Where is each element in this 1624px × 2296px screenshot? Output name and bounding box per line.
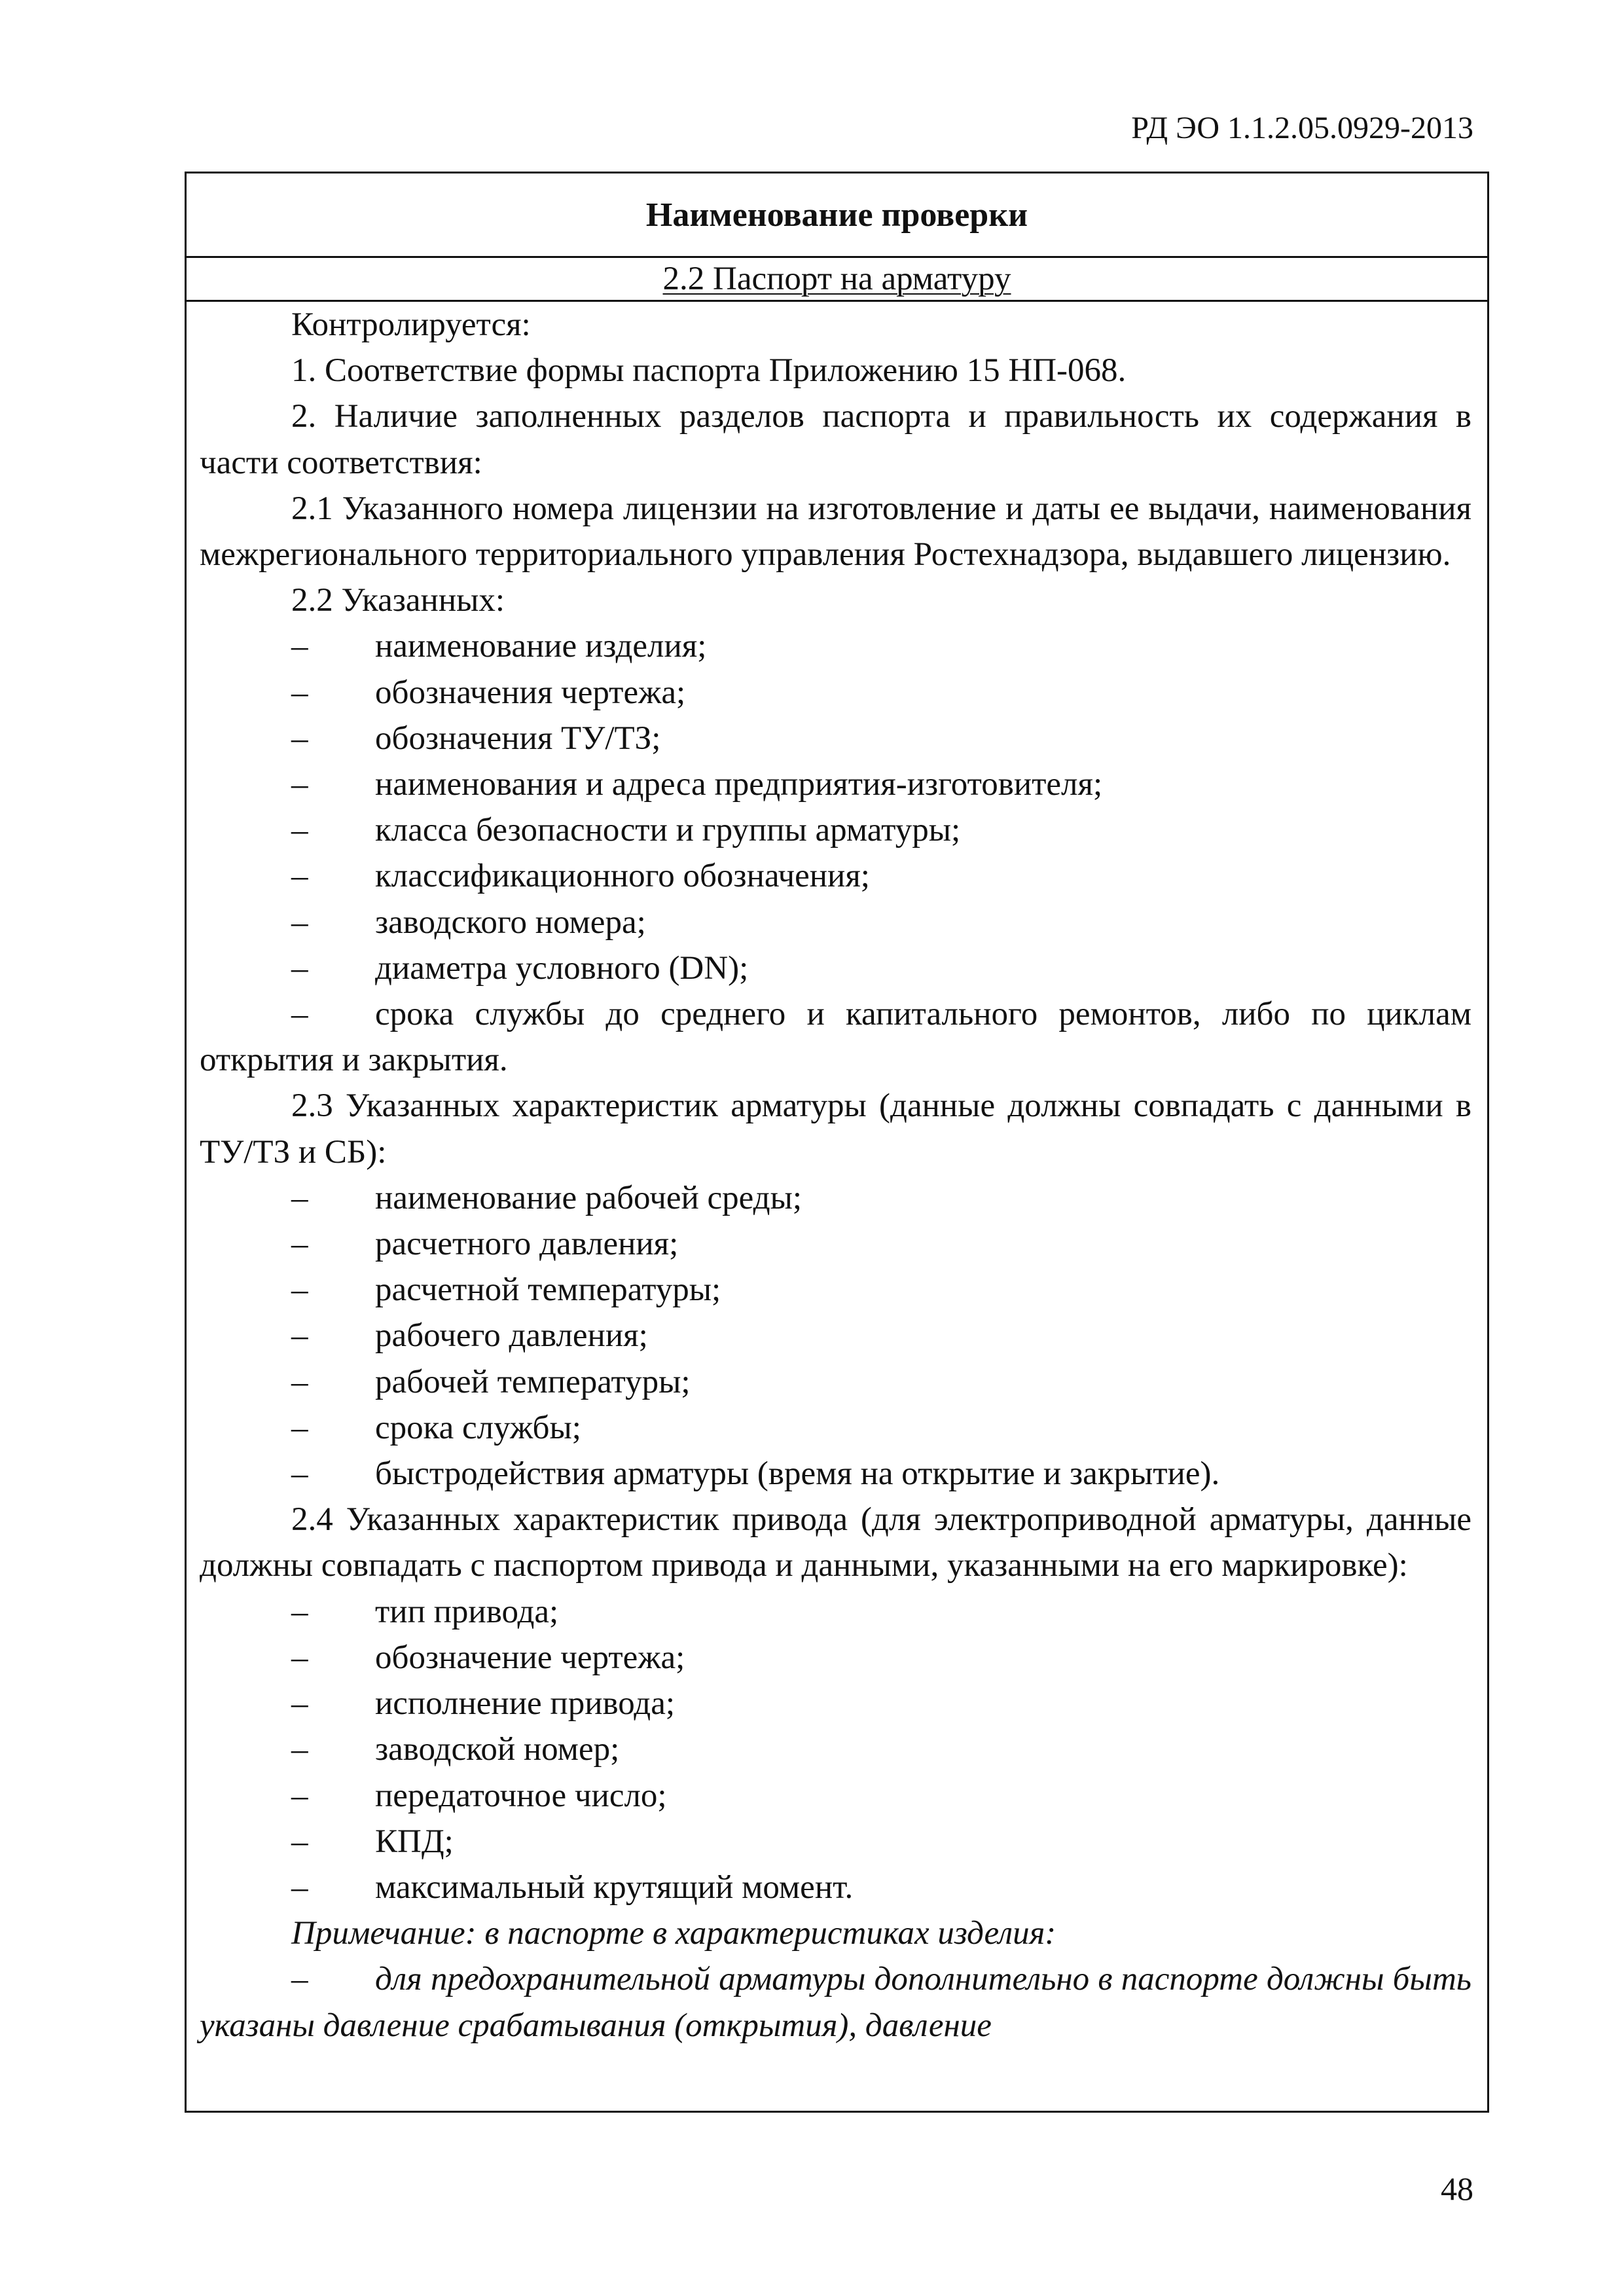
- section-title-text: 2.2 Паспорт на арматуру: [662, 261, 1011, 297]
- list-item: – передаточное число;: [200, 1773, 1471, 1819]
- list-item: – рабочей температуры;: [200, 1359, 1471, 1405]
- list-item: – обозначения ТУ/ТЗ;: [200, 716, 1471, 761]
- document-code: РД ЭО 1.1.2.05.0929-2013: [1131, 111, 1473, 145]
- list-item: – срока службы до среднего и капитального ремонтов, либо по циклам открытия и закрытия.: [200, 991, 1471, 1083]
- note-title: Примечание: в паспорте в характеристиках изделия:: [291, 1915, 1056, 1952]
- item-2-4: 2.4 Указанных характеристик привода (для электроприводной арматуры, данные должны совпадать с паспортом привода и данными, указанными на его маркировке):: [200, 1501, 1471, 1584]
- item-2-3: 2.3 Указанных характеристик арматуры (данные должны совпадать с данными в ТУ/ТЗ и СБ):: [200, 1087, 1471, 1171]
- list-item: – обозначение чертежа;: [200, 1635, 1471, 1681]
- note-text: – для предохранительной арматуры дополнительно в паспорте должны быть указаны давление срабатывания (открытия), давление: [200, 1956, 1471, 2048]
- check-table: [185, 172, 1489, 2113]
- list-item: – быстродействия арматуры (время на открытие и закрытие).: [200, 1451, 1471, 1497]
- list-item: – заводской номер;: [200, 1726, 1471, 1772]
- list-item: – рабочего давления;: [200, 1313, 1471, 1358]
- list-item: – заводского номера;: [200, 900, 1471, 945]
- section-title: [187, 258, 1487, 302]
- list-item: – КПД;: [200, 1819, 1471, 1865]
- list-item: – наименования и адреса предприятия-изготовителя;: [200, 761, 1471, 807]
- intro-line: Контролируется:: [291, 306, 531, 343]
- list-item: – наименование рабочей среды;: [200, 1175, 1471, 1221]
- table-body-cell: [187, 302, 1487, 2049]
- list-item: – тип привода;: [200, 1589, 1471, 1635]
- list-item: – классификационного обозначения;: [200, 853, 1471, 899]
- list-item: – расчетного давления;: [200, 1221, 1471, 1267]
- list-item: – максимальный крутящий момент.: [200, 1865, 1471, 1910]
- item-2-2: 2.2 Указанных:: [291, 582, 505, 619]
- table-column-header: Наименование проверки: [187, 173, 1487, 258]
- list-item: – обозначения чертежа;: [200, 670, 1471, 716]
- list-item: – срока службы;: [200, 1405, 1471, 1451]
- item-2: 2. Наличие заполненных разделов паспорта и правильность их содержания в части соответствия:: [200, 398, 1471, 481]
- item-2-1: 2.1 Указанного номера лицензии на изготовление и даты ее выдачи, наименования межрегионального территориального управления Ростехнадзора, выдавшего лицензию.: [200, 490, 1471, 574]
- list-item: – класса безопасности и группы арматуры;: [200, 807, 1471, 853]
- list-item: – наименование изделия;: [200, 623, 1471, 669]
- list-item: – диаметра условного (DN);: [200, 945, 1471, 991]
- page-number: 48: [1441, 2170, 1473, 2207]
- list-item: – исполнение привода;: [200, 1681, 1471, 1726]
- item-1: 1. Соответствие формы паспорта Приложению 15 НП-068.: [291, 352, 1127, 390]
- list-item: – расчетной температуры;: [200, 1267, 1471, 1313]
